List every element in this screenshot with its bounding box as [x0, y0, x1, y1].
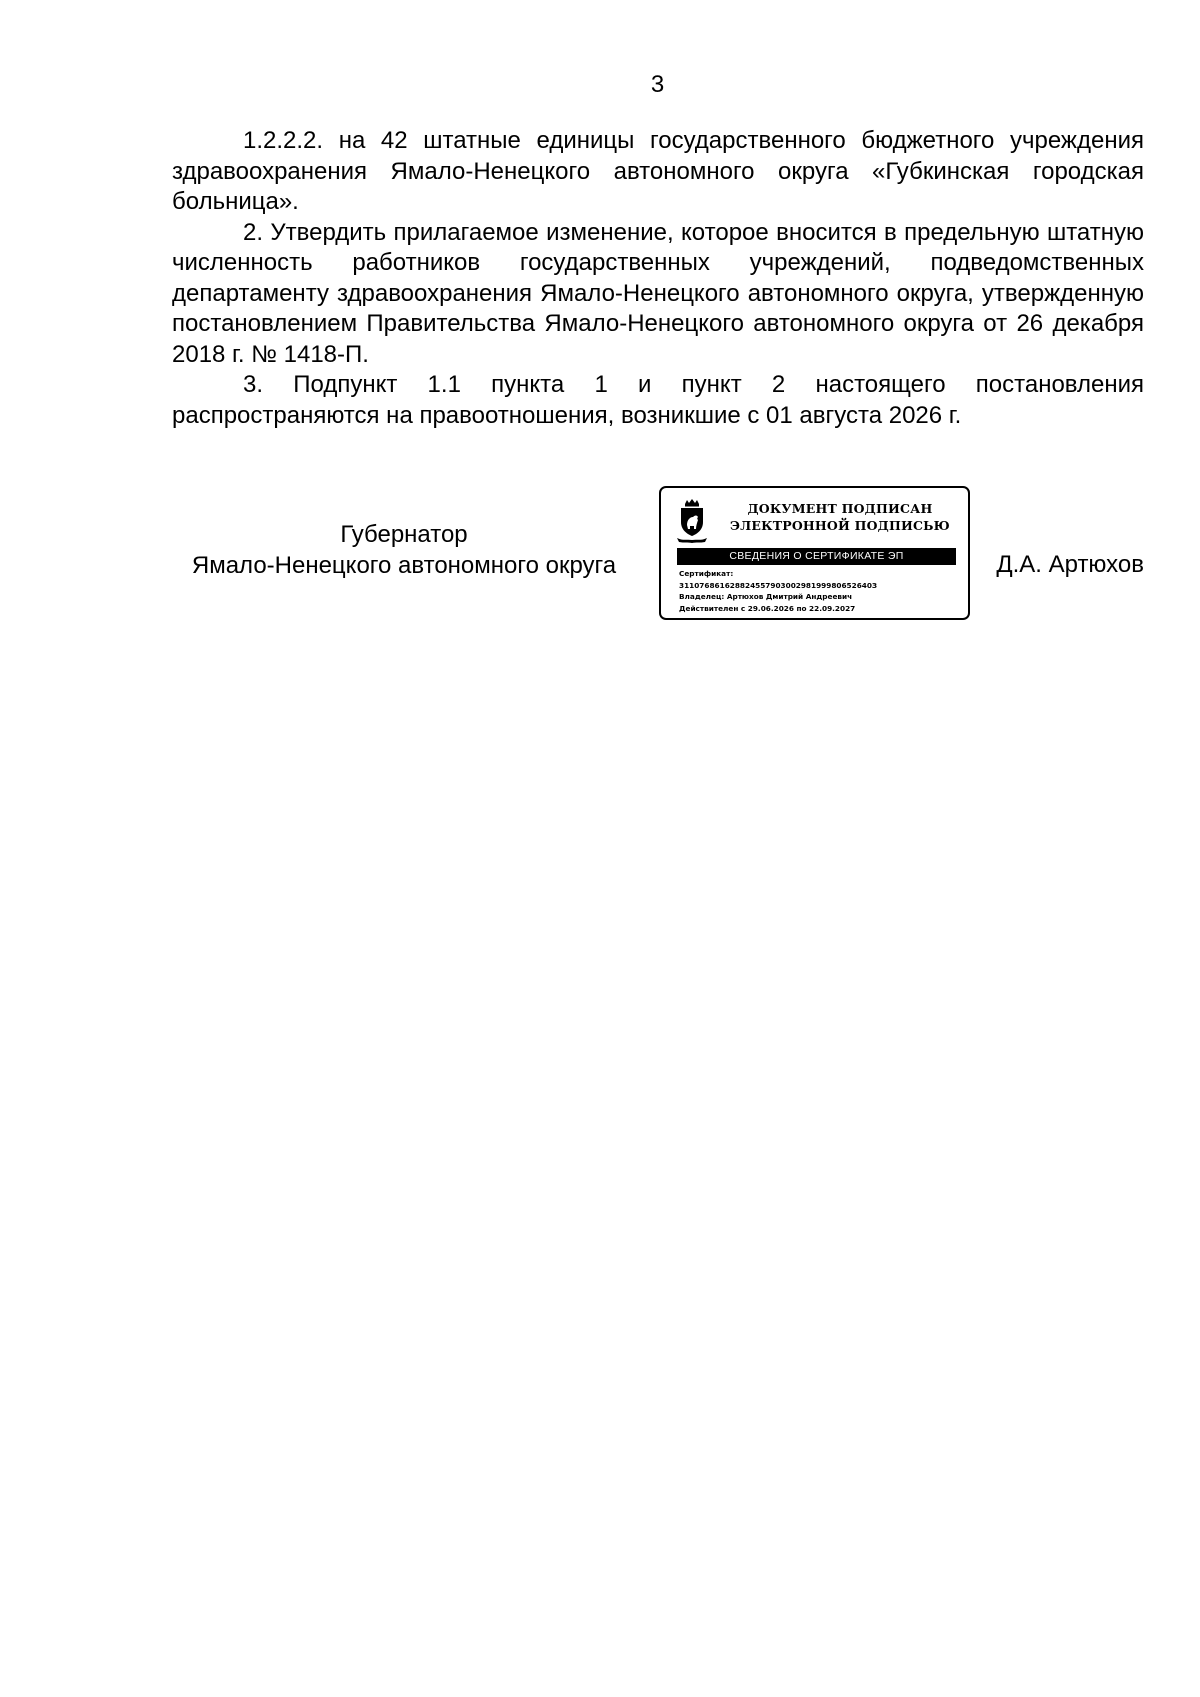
paragraph-3: 3. Подпункт 1.1 пункта 1 и пункт 2 настоящего постановления распространяются на правоотношения, возникшие с 01 августа 2026 г. [172, 371, 1144, 429]
signer-name: Д.А. Артюхов [996, 551, 1144, 578]
certificate-validity: Действителен с 29.06.2026 по 22.09.2027 [679, 603, 856, 613]
stamp-heading-line-2: ЭЛЕКТРОННОЙ ПОДПИСЬЮ [730, 518, 950, 533]
signer-position-line-2: Ямало-Ненецкого автономного округа [191, 551, 617, 579]
certificate-owner: Владелец: Артюхов Дмитрий Андреевич [679, 592, 853, 601]
certificate-label: Сертификат: [679, 569, 734, 578]
page-number: 3 [650, 71, 665, 98]
signer-position [172, 520, 636, 581]
electronic-signature-stamp [659, 486, 970, 620]
signature-block [172, 486, 1144, 626]
coat-of-arms-icon [675, 498, 709, 544]
stamp-heading [715, 500, 965, 534]
stamp-heading-line-1: ДОКУМЕНТ ПОДПИСАН [747, 501, 933, 516]
certificate-number: 31107686162882455790300298199980652640З [679, 580, 878, 590]
certificate-info-bar: СВЕДЕНИЯ О СЕРТИФИКАТЕ ЭП [677, 548, 956, 565]
paragraph-2: 2. Утвердить прилагаемое изменение, которое вносится в предельную штатную численность работников государственных учреждений, подведомственных департаменту здравоохранения Ямало-Ненецкого автономного округа, утвержденную постановлением Правительства Ямало-Ненецкого автономного округа от 26 декабря 2018 г. № 1418-П. [172, 218, 1144, 368]
paragraph-1-2-2-2: 1.2.2.2. на 42 штатные единицы государственного бюджетного учреждения здравоохранения Ямало-Ненецкого автономного округа «Губкинская городская больница». [172, 127, 1144, 215]
document-body [172, 126, 1144, 431]
signer-position-line-1: Губернатор [340, 521, 468, 548]
certificate-details [679, 568, 877, 614]
